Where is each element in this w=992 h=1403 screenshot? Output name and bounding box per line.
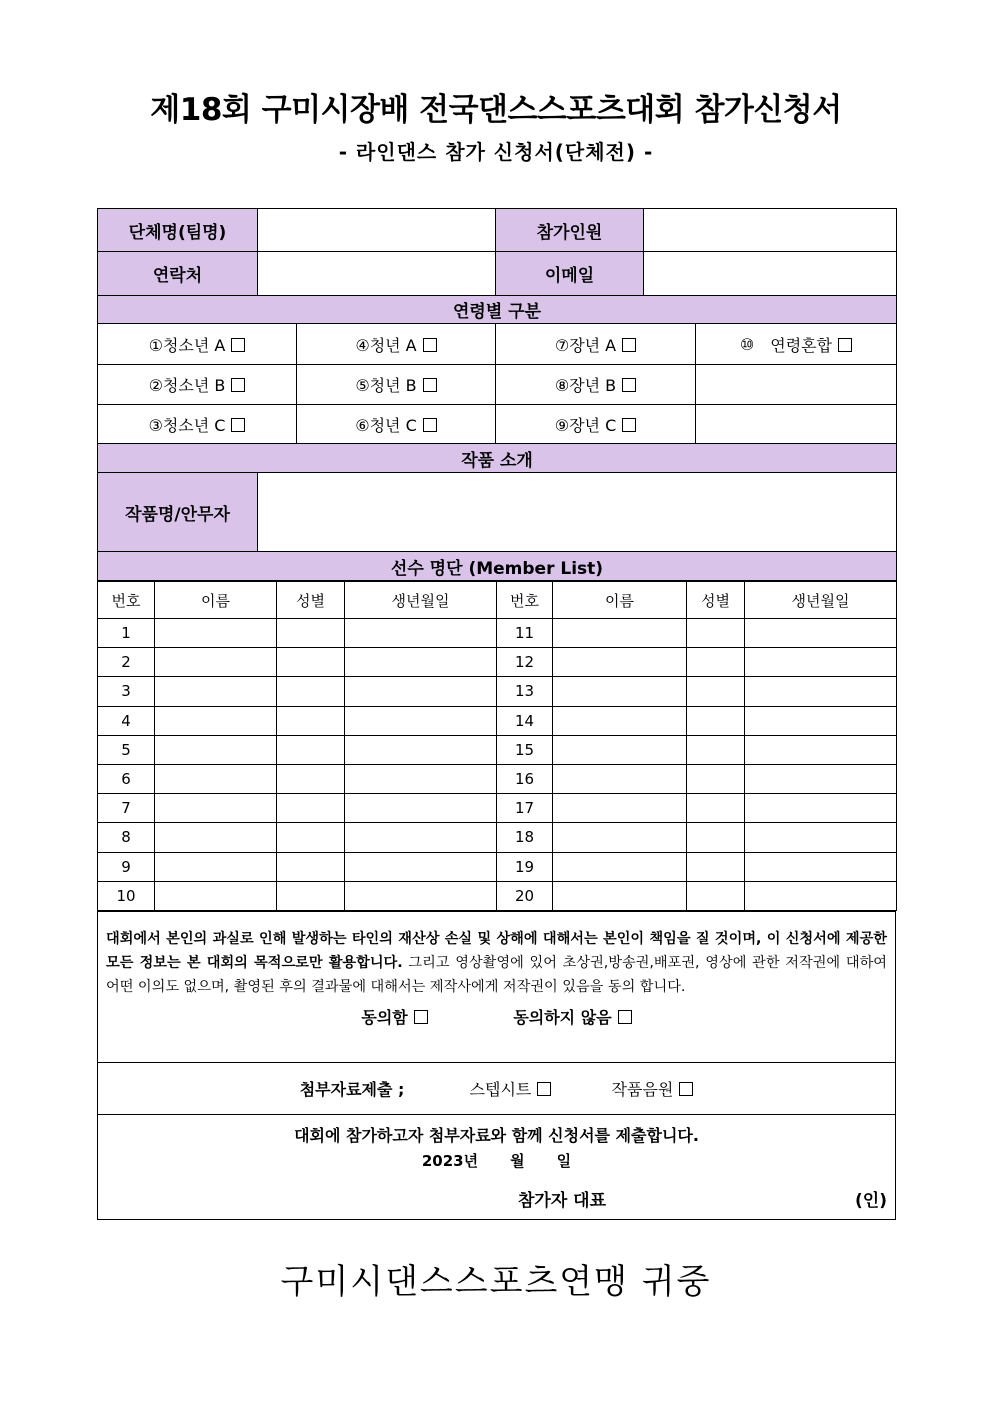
option-number: ⑨ (554, 415, 570, 435)
member-gender-field[interactable] (277, 764, 345, 793)
member-row (98, 648, 897, 677)
member-name-field[interactable] (155, 735, 277, 764)
age-option-senior-b[interactable] (496, 365, 696, 405)
option-number: ① (148, 335, 163, 355)
member-name-field[interactable] (553, 706, 687, 735)
notice-text (106, 927, 887, 999)
member-birthdate-field[interactable] (745, 823, 897, 852)
member-birthdate-field[interactable] (745, 735, 897, 764)
member-birthdate-field[interactable] (345, 764, 497, 793)
member-gender-field[interactable] (687, 677, 745, 706)
member-birthdate-field[interactable] (745, 648, 897, 677)
member-birthdate-field[interactable] (745, 619, 897, 648)
checkbox[interactable] (231, 418, 245, 432)
work-field[interactable] (258, 473, 897, 552)
notice-normal: 그리고 영상촬영에 있어 초상권,방송권,배포권, 영상에 관한 저작권에 대하여 어떤 이의도 없으며, 촬영된 후의 결과물에 대해서는 제작사에게 저작권이 있음을 동의 합니다. (106, 954, 887, 995)
option-label: 청소년 C (162, 415, 226, 435)
checkbox[interactable] (423, 418, 437, 432)
member-birthdate-field[interactable] (345, 619, 497, 648)
representative-label: 참가자 대표 (518, 1190, 607, 1211)
step-sheet-checkbox[interactable] (537, 1082, 551, 1096)
application-form (97, 208, 896, 1220)
option-number: ② (148, 376, 163, 395)
contact-field[interactable] (258, 252, 496, 296)
team-name-field[interactable] (258, 209, 496, 252)
member-row (98, 735, 897, 764)
member-gender-field[interactable] (277, 706, 345, 735)
member-gender-field[interactable] (687, 706, 745, 735)
col-header-birthdate: 생년월일 (745, 582, 897, 619)
info-table (97, 208, 897, 581)
member-name-field[interactable] (553, 823, 687, 852)
music-label: 작품음원 (611, 1079, 674, 1099)
member-name-field[interactable] (155, 706, 277, 735)
member-number: 12 (497, 648, 553, 677)
member-number: 20 (497, 881, 553, 910)
checkbox[interactable] (838, 338, 852, 352)
age-option-senior-a[interactable] (496, 324, 696, 365)
participants-field[interactable] (644, 209, 897, 252)
member-row (98, 794, 897, 823)
col-header-gender: 성별 (277, 582, 345, 619)
age-section-title: 연령별 구분 (98, 296, 897, 324)
member-name-field[interactable] (553, 677, 687, 706)
option-number: ⑩ (739, 334, 755, 354)
agree-checkbox[interactable] (414, 1010, 428, 1024)
option-label: 청소년 A (162, 335, 226, 355)
member-number: 15 (497, 735, 553, 764)
attachments-cell (98, 1062, 896, 1114)
member-birthdate-field[interactable] (345, 735, 497, 764)
member-birthdate-field[interactable] (345, 677, 497, 706)
option-number: ④ (355, 335, 370, 355)
submission-cell (98, 1114, 896, 1219)
member-gender-field[interactable] (687, 852, 745, 881)
consent-options (106, 1005, 887, 1028)
member-name-field[interactable] (155, 852, 277, 881)
contact-label: 연락처 (98, 252, 258, 296)
member-number: 7 (98, 794, 155, 823)
member-gender-field[interactable] (687, 735, 745, 764)
checkbox[interactable] (423, 338, 437, 352)
disagree-checkbox[interactable] (618, 1010, 632, 1024)
option-label: 장년 A (569, 335, 617, 355)
member-name-field[interactable] (155, 823, 277, 852)
member-birthdate-field[interactable] (345, 648, 497, 677)
disagree-option[interactable] (513, 1005, 631, 1028)
member-birthdate-field[interactable] (345, 706, 497, 735)
age-option-youth-c[interactable] (98, 405, 297, 444)
member-rows (98, 619, 897, 911)
checkbox[interactable] (423, 378, 437, 392)
option-number: ⑧ (554, 376, 570, 395)
empty-cell (696, 405, 897, 444)
option-number: ⑥ (355, 415, 370, 435)
age-option-mixed[interactable] (696, 324, 897, 365)
addressee: 구미시댄스스포츠연맹 귀중 (280, 1262, 712, 1302)
checkbox[interactable] (231, 378, 245, 392)
option-label: 장년 C (569, 415, 617, 435)
member-birthdate-field[interactable] (345, 881, 497, 910)
date-year: 2023년 (421, 1151, 479, 1170)
option-label: 청년 C (369, 415, 417, 435)
age-option-young-b[interactable] (297, 365, 496, 405)
member-gender-field[interactable] (277, 823, 345, 852)
member-number: 19 (497, 852, 553, 881)
member-gender-field[interactable] (687, 794, 745, 823)
step-sheet-label: 스텝시트 (469, 1079, 532, 1099)
member-name-field[interactable] (553, 764, 687, 793)
member-number: 6 (98, 764, 155, 793)
option-number: ③ (148, 415, 163, 435)
member-name-field[interactable] (553, 648, 687, 677)
member-number: 4 (98, 706, 155, 735)
member-gender-field[interactable] (277, 881, 345, 910)
member-name-field[interactable] (553, 794, 687, 823)
member-gender-field[interactable] (687, 881, 745, 910)
member-name-field[interactable] (553, 881, 687, 910)
age-option-young-c[interactable] (297, 405, 496, 444)
option-number: ⑤ (355, 376, 370, 395)
member-gender-field[interactable] (687, 764, 745, 793)
music-option[interactable] (611, 1080, 693, 1099)
member-name-field[interactable] (155, 794, 277, 823)
age-option-senior-c[interactable] (496, 405, 696, 444)
member-birthdate-field[interactable] (345, 852, 497, 881)
member-name-field[interactable] (553, 735, 687, 764)
member-number: 9 (98, 852, 155, 881)
age-option-youth-b[interactable] (98, 365, 297, 405)
checkbox[interactable] (231, 338, 245, 352)
member-birthdate-field[interactable] (745, 677, 897, 706)
option-number: ⑦ (554, 335, 570, 355)
disagree-label: 동의하지 않음 (513, 1007, 612, 1027)
member-birthdate-field[interactable] (345, 794, 497, 823)
member-row (98, 881, 897, 910)
form-title: 제18회 구미시장배 전국댄스스포츠대회 참가신청서 (150, 92, 842, 128)
member-row (98, 619, 897, 648)
notice-cell (98, 911, 896, 1062)
member-row (98, 706, 897, 735)
submission-date (98, 1150, 895, 1171)
member-section-title: 선수 명단 (Member List) (98, 552, 897, 581)
checkbox[interactable] (622, 338, 636, 352)
member-number: 14 (497, 706, 553, 735)
member-number: 8 (98, 823, 155, 852)
member-name-field[interactable] (155, 881, 277, 910)
member-birthdate-field[interactable] (745, 794, 897, 823)
seal-label: (인) (855, 1190, 887, 1211)
member-row (98, 677, 897, 706)
member-name-field[interactable] (155, 764, 277, 793)
checkbox[interactable] (622, 418, 636, 432)
member-gender-field[interactable] (277, 648, 345, 677)
member-table (97, 581, 897, 911)
member-number: 3 (98, 677, 155, 706)
member-number: 16 (497, 764, 553, 793)
empty-cell (696, 365, 897, 405)
member-number: 18 (497, 823, 553, 852)
col-header-number: 번호 (497, 582, 553, 619)
member-name-field[interactable] (553, 619, 687, 648)
member-number: 10 (98, 881, 155, 910)
member-birthdate-field[interactable] (745, 706, 897, 735)
member-gender-field[interactable] (277, 735, 345, 764)
member-birthdate-field[interactable] (745, 881, 897, 910)
member-name-field[interactable] (553, 852, 687, 881)
attachments-label: 첨부자료제출 ; (299, 1079, 405, 1099)
participants-label: 참가인원 (496, 209, 644, 252)
member-number: 5 (98, 735, 155, 764)
col-header-number: 번호 (98, 582, 155, 619)
checkbox[interactable] (622, 378, 636, 392)
member-number: 11 (497, 619, 553, 648)
footer-table (97, 911, 896, 1220)
member-birthdate-field[interactable] (345, 823, 497, 852)
member-row (98, 764, 897, 793)
option-label: 청년 A (369, 335, 417, 355)
age-option-young-a[interactable] (297, 324, 496, 365)
form-subtitle: - 라인댄스 참가 신청서(단체전) - (338, 140, 654, 164)
member-row (98, 852, 897, 881)
member-name-field[interactable] (155, 619, 277, 648)
date-month: 월 (510, 1151, 525, 1170)
option-label: 청소년 B (162, 376, 226, 395)
member-name-field[interactable] (155, 648, 277, 677)
agree-option[interactable] (361, 1005, 427, 1028)
agree-label: 동의함 (361, 1007, 408, 1027)
member-gender-field[interactable] (277, 852, 345, 881)
age-option-youth-a[interactable] (98, 324, 297, 365)
member-gender-field[interactable] (687, 648, 745, 677)
option-label: 장년 B (569, 376, 617, 395)
team-name-label: 단체명(팀명) (98, 209, 258, 252)
music-checkbox[interactable] (679, 1082, 693, 1096)
member-row (98, 823, 897, 852)
col-header-birthdate: 생년월일 (345, 582, 497, 619)
member-gender-field[interactable] (687, 619, 745, 648)
member-gender-field[interactable] (277, 619, 345, 648)
member-birthdate-field[interactable] (745, 764, 897, 793)
col-header-gender: 성별 (687, 582, 745, 619)
member-number: 13 (497, 677, 553, 706)
date-day: 일 (556, 1151, 572, 1170)
member-number: 1 (98, 619, 155, 648)
member-number: 2 (98, 648, 155, 677)
email-field[interactable] (644, 252, 897, 296)
work-section-title: 작품 소개 (98, 444, 897, 473)
email-label: 이메일 (496, 252, 644, 296)
member-number: 17 (497, 794, 553, 823)
step-sheet-option[interactable] (470, 1080, 552, 1099)
work-label: 작품명/안무자 (98, 473, 258, 552)
member-gender-field[interactable] (277, 794, 345, 823)
option-label: 청년 B (369, 376, 417, 395)
member-gender-field[interactable] (687, 823, 745, 852)
member-name-field[interactable] (155, 677, 277, 706)
submission-statement: 대회에 참가하고자 첨부자료와 함께 신청서를 제출합니다. (294, 1125, 699, 1145)
option-label: 연령혼합 (770, 335, 833, 355)
member-gender-field[interactable] (277, 677, 345, 706)
col-header-name: 이름 (553, 582, 687, 619)
notice-bold: 대회에서 본인의 과실로 인해 발생하는 타인의 재산상 손실 및 상해에 대해서는 본인이 책임을 질 것이며, 이 신청서에 제공한 모든 정보는 본 대회의 목적으로만 활용합니다. (106, 930, 887, 971)
member-birthdate-field[interactable] (745, 852, 897, 881)
col-header-name: 이름 (155, 582, 277, 619)
